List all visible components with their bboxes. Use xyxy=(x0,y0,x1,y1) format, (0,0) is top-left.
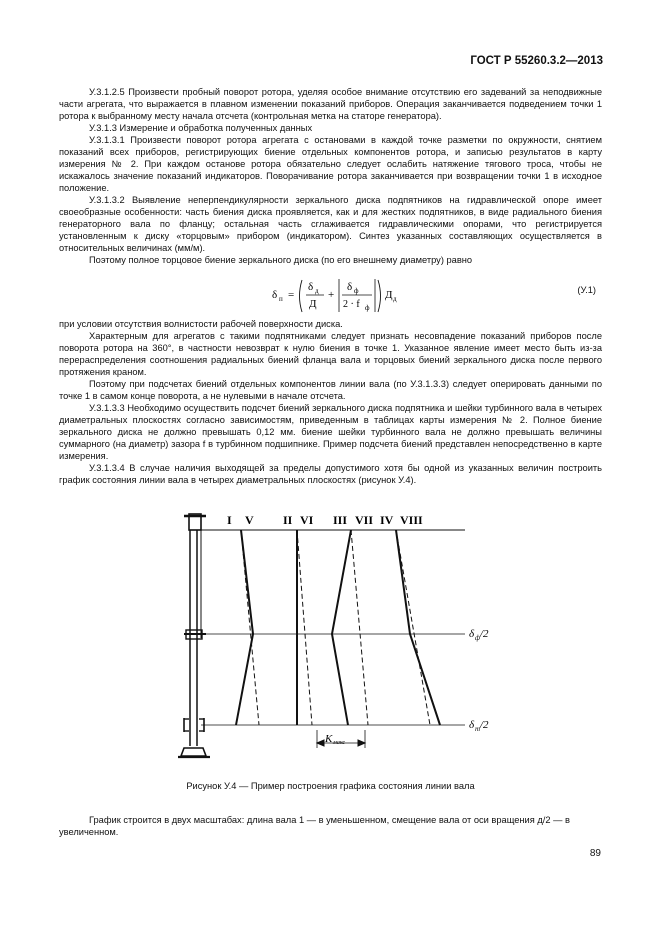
figure-caption: Рисунок У.4 — Пример построения графика состояния линии вала xyxy=(186,781,475,791)
paragraph: Характерным для агрегатов с такими подпятниками следует признать несовпадение показаний приборов после поворота ротора на 360°, в частности невозврат к нулю биения в точке 1. Указанное явление имеет место быть из-за перераспределения соотношения радиальных биений фланца вала и торцовых биений зеркального диска после первого протяжения краном. xyxy=(59,331,602,377)
label-delta-f-tail: /2 xyxy=(480,628,489,640)
shaft-line-diagram xyxy=(170,508,500,770)
plane-label-I: I xyxy=(227,513,232,527)
plane-pair-2 xyxy=(297,530,312,725)
body-text-bottom xyxy=(59,814,602,838)
plane-label-III: III xyxy=(333,513,348,527)
plane-labels xyxy=(227,513,423,527)
plane-pair-1 xyxy=(236,530,259,725)
shaft-drawing xyxy=(178,514,210,757)
svg-text:+: + xyxy=(328,289,335,301)
page-header: ГОСТ Р 55260.3.2—2013 xyxy=(470,55,603,67)
formula-rhs: Д xyxy=(385,289,393,301)
paragraph: Поэтому полное торцовое биение зеркального диска (по его внешнему диаметру) равно xyxy=(89,255,473,265)
paragraph: У.3.1.2.5 Произвести пробный поворот ротора, уделяя особое внимание отсутствию его задеваний за неподвижные части агрегата, что выражается в плавном изменении показаний приборов. Операция заканчивается подведением точки 1 ротора к выбранному месту начала отсчета (контрольная метка на статоре генератора). xyxy=(59,87,602,121)
formula-expression xyxy=(272,276,472,316)
formula-t1-num-sub: д xyxy=(315,287,319,295)
label-delta-t-sub: т xyxy=(475,725,481,733)
formula-t2-den: 2 · f xyxy=(343,299,360,310)
plane-label-IV: IV xyxy=(380,513,394,527)
plane-label-II: II xyxy=(283,513,293,527)
formula-t1-den: Д xyxy=(309,298,317,310)
paragraph: У.3.1.3.2 Выявление неперпендикулярности зеркального диска подпятников на гидравлической опоре имеет своеобразные особенности: часть биения диска проявляется, как и для жестких подпятников, в виде радиального биения генераторного вала по фланцу; остальная часть сглаживается гидравлическими опорами, что регистрируется установленным к диску «торцовым» прибором (индикатором). Синтез указанных составляющих осуществляется в относительных величинах (мм/м). xyxy=(59,195,602,253)
formula-t2-num: δ xyxy=(347,281,353,293)
paragraph: при условии отсутствия волнистости рабочей поверхности диска. xyxy=(59,319,343,329)
formula-number: (У.1) xyxy=(577,285,596,295)
svg-text:=: = xyxy=(288,289,295,301)
plane-label-VIII: VIII xyxy=(400,513,423,527)
paragraph: Поэтому при подсчетах биений отдельных компонентов линии вала (по У.3.1.3.3) следует оперировать данными по точке 1 в самом конце поворота, а не нулевыми в начале отсчета. xyxy=(59,379,602,401)
dimension-label-sub: макс xyxy=(333,740,346,746)
formula-rhs-sub: д xyxy=(393,295,397,303)
plane-pair-3 xyxy=(332,530,368,725)
label-delta-f-sub: ф xyxy=(475,634,480,642)
dimension-label: K xyxy=(325,733,333,745)
formula-u1 xyxy=(59,270,602,314)
formula-t2-den-sub: ф xyxy=(365,304,370,312)
paragraph: У.3.1.3.3 Необходимо осуществить подсчет биений зеркального диска подпятника и шейки турбинного вала в четырех диаметральных плоскостях согласно зависимостям, приведенным в таблицах карты измерения № 2. Полное биение зеркального диска не должно превышать 0,12 мм. биение шейки турбинного вала не должно превышать величины суммарного (на диаметр) зазора f в турбинном подшипнике. Пример подсчета биений представлен непосредственно в карте измерения. xyxy=(59,403,602,461)
label-delta-t-tail: /2 xyxy=(480,719,489,731)
paragraph: У.3.1.3.1 Произвести поворот ротора агрегата с остановами в каждой точке разметки по окружности, снятием показаний всех приборов, регистрирующих биение отдельных компонентов ротора, и записью результатов в карту измерения № 2. При каждом останове ротора обязательно следует ослабить натяжение тягового троса, чтобы не искажалось значение показаний индикаторов. Поворачивание ротора заканчивается при возвращении точки 1 в исходное положение. xyxy=(59,135,602,193)
paragraph: График строится в двух масштабах: длина вала 1 — в уменьшенном, смещение вала от оси вращения д/2 — в увеличенном. xyxy=(59,815,570,837)
page-number: 89 xyxy=(589,848,601,859)
plane-label-VI: VI xyxy=(300,513,314,527)
plane-label-VII: VII xyxy=(355,513,374,527)
body-text-top xyxy=(59,86,602,486)
plane-pair-4 xyxy=(396,530,440,725)
formula-t2-num-sub: ф xyxy=(354,287,359,295)
formula-lhs: δ xyxy=(272,289,278,301)
plane-label-V: V xyxy=(245,513,254,527)
formula-t1-num: δ xyxy=(308,281,314,293)
paragraph: У.3.1.3 Измерение и обработка полученных данных xyxy=(89,123,313,133)
paragraph: У.3.1.3.4 В случае наличия выходящей за пределы допустимого хотя бы одной из указанных величин построить график состояния линии вала в четырех диаметральных плоскостях (рисунок У.4). xyxy=(59,463,602,485)
label-delta-f: δ xyxy=(469,628,475,640)
label-delta-t: δ xyxy=(469,719,475,731)
formula-lhs-sub: п xyxy=(279,295,283,303)
